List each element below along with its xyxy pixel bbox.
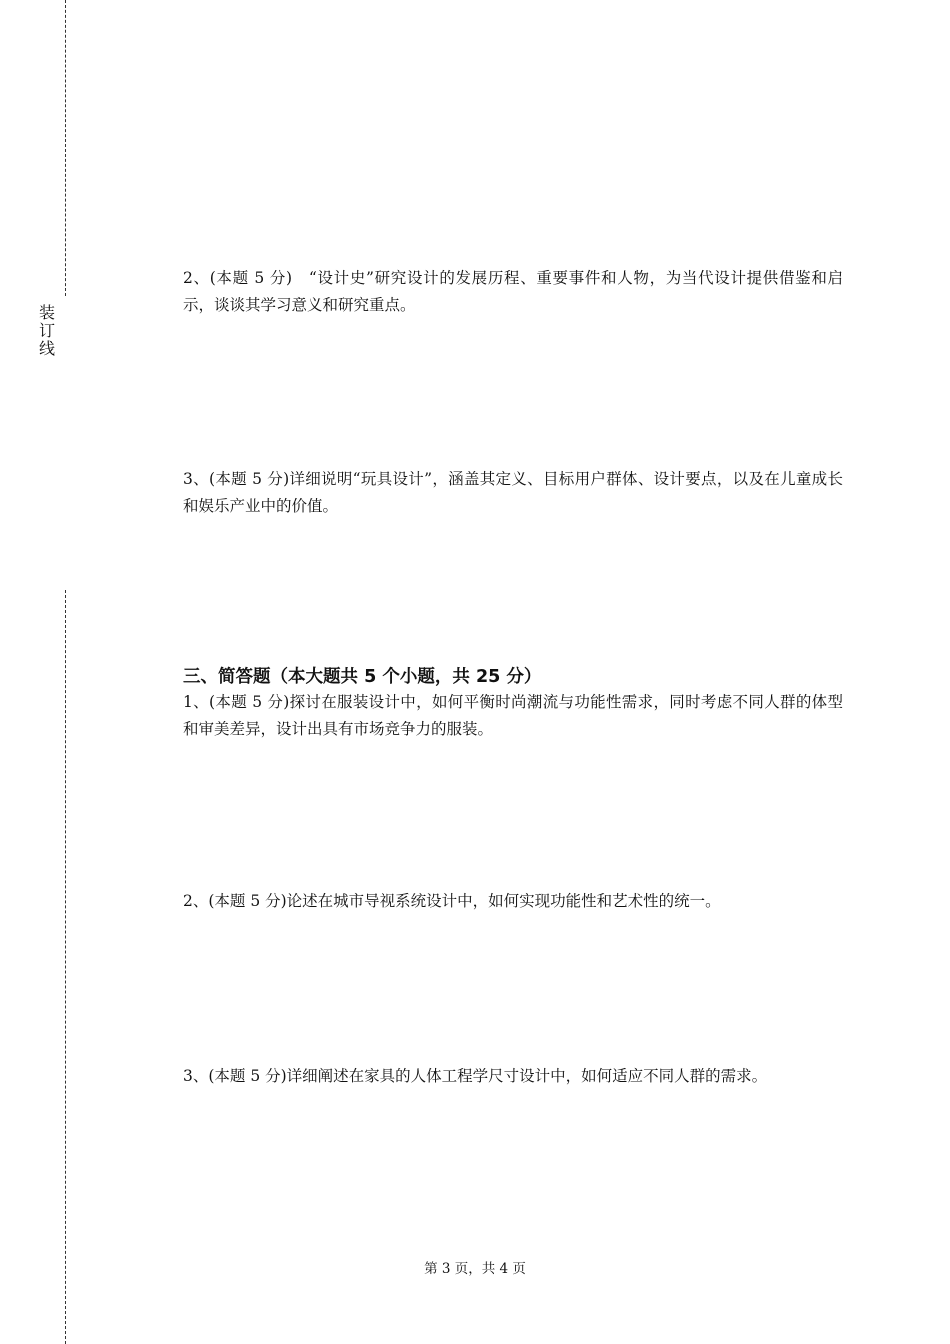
question-2-3: 3、(本题 5 分)详细说明“玩具设计”，涵盖其定义、目标用户群体、设计要点，以及在儿童成长和娱乐产业中的价值。 xyxy=(183,470,843,515)
page-footer: 第 3 页，共 4 页 xyxy=(424,1261,526,1277)
question-3-1: 1、(本题 5 分)探讨在服装设计中，如何平衡时尚潮流与功能性需求，同时考虑不同人群的体型和审美差异，设计出具有市场竞争力的服装。 xyxy=(183,693,843,738)
question-3-2: 2、(本题 5 分)论述在城市导视系统设计中，如何实现功能性和艺术性的统一。 xyxy=(183,892,721,910)
question-2-2: 2、(本题 5 分) “设计史”研究设计的发展历程、重要事件和人物，为当代设计提供借鉴和启示，谈谈其学习意义和研究重点。 xyxy=(183,269,843,314)
binding-line-label xyxy=(37,304,57,358)
question-3-3: 3、(本题 5 分)详细阐述在家具的人体工程学尺寸设计中，如何适应不同人群的需求。 xyxy=(183,1067,768,1085)
binding-dashed-line-top xyxy=(65,0,66,296)
binding-char: 线 xyxy=(38,339,55,358)
binding-dashed-line-bottom xyxy=(65,590,66,1344)
binding-char: 订 xyxy=(38,321,55,340)
section-title-short-answer: 三、简答题（本大题共 5 个小题，共 25 分） xyxy=(183,667,542,687)
binding-char: 装 xyxy=(38,303,55,322)
